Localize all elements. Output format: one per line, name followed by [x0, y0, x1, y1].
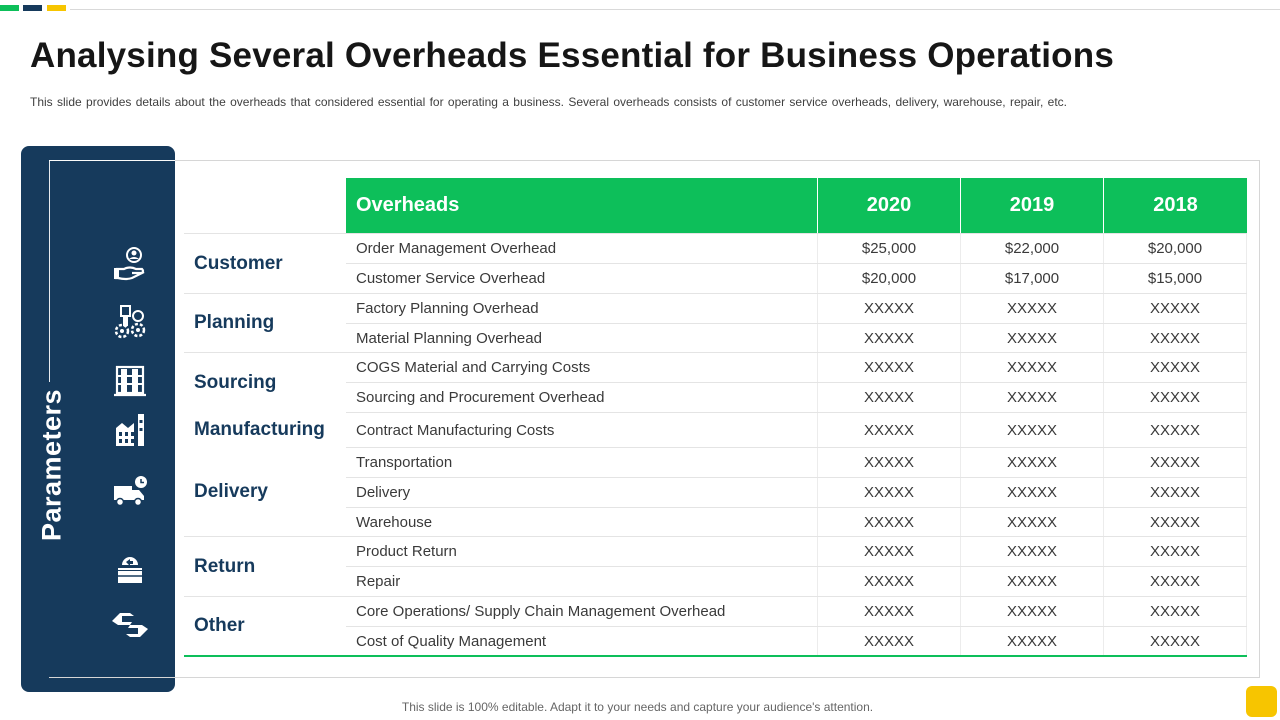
cell-overhead: Material Planning Overhead — [346, 324, 818, 352]
cell-2019: $22,000 — [961, 234, 1104, 263]
cell-2020: XXXXX — [818, 537, 961, 566]
header-2018: 2018 — [1153, 194, 1198, 216]
cell-2018: $15,000 — [1104, 264, 1247, 293]
cell-2018: $20,000 — [1104, 234, 1247, 263]
slide-subtitle: This slide provides details about the overheads that considered essential for operating a business. Several overheads consists of customer service overheads, delivery, warehouse, repair, etc. — [30, 95, 1067, 109]
table-row — [346, 626, 1247, 655]
cell-overhead: Sourcing and Procurement Overhead — [346, 383, 818, 412]
cell-2018: XXXXX — [1104, 324, 1247, 352]
category-planning: Planning — [184, 293, 346, 352]
warehouse-shelves-icon — [105, 362, 155, 402]
footer-note: This slide is 100% editable. Adapt it to your needs and capture your audience's attention. — [401, 700, 874, 714]
cell-overhead: Product Return — [346, 537, 818, 566]
category-sourcing: Sourcing — [184, 352, 346, 412]
cell-2019: $17,000 — [961, 264, 1104, 293]
handshake-icon — [105, 605, 155, 645]
cell-overhead: Delivery — [346, 478, 818, 507]
cell-2020: XXXXX — [818, 448, 961, 477]
delivery-truck-clock-icon — [105, 472, 155, 512]
header-overheads: Overheads — [346, 178, 818, 233]
cell-2020: XXXXX — [818, 597, 961, 626]
cell-2018: XXXXX — [1104, 448, 1247, 477]
cell-2019: XXXXX — [961, 508, 1104, 536]
top-accent-bar — [0, 0, 1280, 12]
corner-badge — [1246, 686, 1277, 717]
category-other: Other — [184, 596, 346, 655]
cell-2018: XXXXX — [1104, 537, 1247, 566]
cell-overhead: Contract Manufacturing Costs — [346, 413, 818, 447]
hand-user-icon — [105, 243, 155, 283]
category-return: Return — [184, 536, 346, 596]
cell-2020: XXXXX — [818, 508, 961, 536]
table-row — [346, 352, 1247, 382]
panel-frame-line-top — [49, 160, 175, 161]
cell-2019: XXXXX — [961, 567, 1104, 596]
cell-2019: XXXXX — [961, 627, 1104, 655]
return-box-icon — [105, 547, 155, 587]
cell-overhead: COGS Material and Carrying Costs — [346, 353, 818, 382]
header-2019: 2019 — [961, 178, 1104, 233]
cell-2019: XXXXX — [961, 537, 1104, 566]
cell-2020: $20,000 — [818, 264, 961, 293]
cell-2019: XXXXX — [961, 413, 1104, 447]
planning-gears-icon — [105, 302, 155, 342]
cell-2019: XXXXX — [961, 324, 1104, 352]
cell-overhead: Repair — [346, 567, 818, 596]
table-row — [346, 263, 1247, 293]
table-row — [346, 477, 1247, 507]
cell-overhead: Warehouse — [346, 508, 818, 536]
factory-icon — [105, 410, 155, 450]
panel-frame-line-left — [49, 160, 50, 382]
cell-2020: XXXXX — [818, 478, 961, 507]
table-row — [346, 507, 1247, 536]
category-customer: Customer — [184, 233, 346, 293]
table-row — [346, 596, 1247, 626]
cell-overhead: Order Management Overhead — [346, 234, 818, 263]
cell-2020: $25,000 — [818, 234, 961, 263]
cell-2018: XXXXX — [1104, 353, 1247, 382]
table-row — [346, 566, 1247, 596]
cell-overhead: Customer Service Overhead — [346, 264, 818, 293]
cell-overhead: Cost of Quality Management — [346, 627, 818, 655]
cell-2020: XXXXX — [818, 627, 961, 655]
accent-navy — [23, 5, 42, 11]
parameters-label: Parameters — [36, 388, 67, 542]
accent-green — [0, 5, 19, 11]
cell-2018: XXXXX — [1104, 413, 1247, 447]
top-rule — [70, 9, 1280, 10]
cell-2019: XXXXX — [961, 478, 1104, 507]
category-delivery: Delivery — [194, 480, 268, 502]
accent-yellow — [47, 5, 66, 11]
cell-2019: XXXXX — [961, 448, 1104, 477]
cell-2020: XXXXX — [818, 567, 961, 596]
cell-2020: XXXXX — [818, 294, 961, 323]
cell-2019: XXXXX — [961, 383, 1104, 412]
header-2020: 2020 — [818, 178, 961, 233]
cell-2019: XXXXX — [961, 353, 1104, 382]
cell-2019: XXXXX — [961, 294, 1104, 323]
cell-overhead: Transportation — [346, 448, 818, 477]
slide-title: Analysing Several Overheads Essential for Business Operations — [30, 36, 1115, 75]
table-row — [346, 412, 1247, 447]
cell-2018: XXXXX — [1104, 478, 1247, 507]
table-row — [346, 447, 1247, 477]
cell-2018: XXXXX — [1104, 383, 1247, 412]
table-header — [346, 178, 1247, 233]
cell-2018: XXXXX — [1104, 597, 1247, 626]
cell-2018: XXXXX — [1104, 567, 1247, 596]
cell-overhead: Factory Planning Overhead — [346, 294, 818, 323]
category-manufacturing: Manufacturing — [194, 418, 325, 440]
cell-2018: XXXXX — [1104, 508, 1247, 536]
table-bottom-rule — [184, 655, 1247, 657]
cell-2020: XXXXX — [818, 353, 961, 382]
table-row — [346, 382, 1247, 412]
table-row — [346, 323, 1247, 352]
cell-2020: XXXXX — [818, 413, 961, 447]
cell-overhead: Core Operations/ Supply Chain Management Overhead — [346, 597, 818, 626]
table-row — [346, 233, 1247, 263]
table-row — [346, 536, 1247, 566]
cell-2020: XXXXX — [818, 324, 961, 352]
table-row — [346, 293, 1247, 323]
cell-2020: XXXXX — [818, 383, 961, 412]
cell-2018: XXXXX — [1104, 294, 1247, 323]
cell-2018: XXXXX — [1104, 627, 1247, 655]
cell-2019: XXXXX — [961, 597, 1104, 626]
